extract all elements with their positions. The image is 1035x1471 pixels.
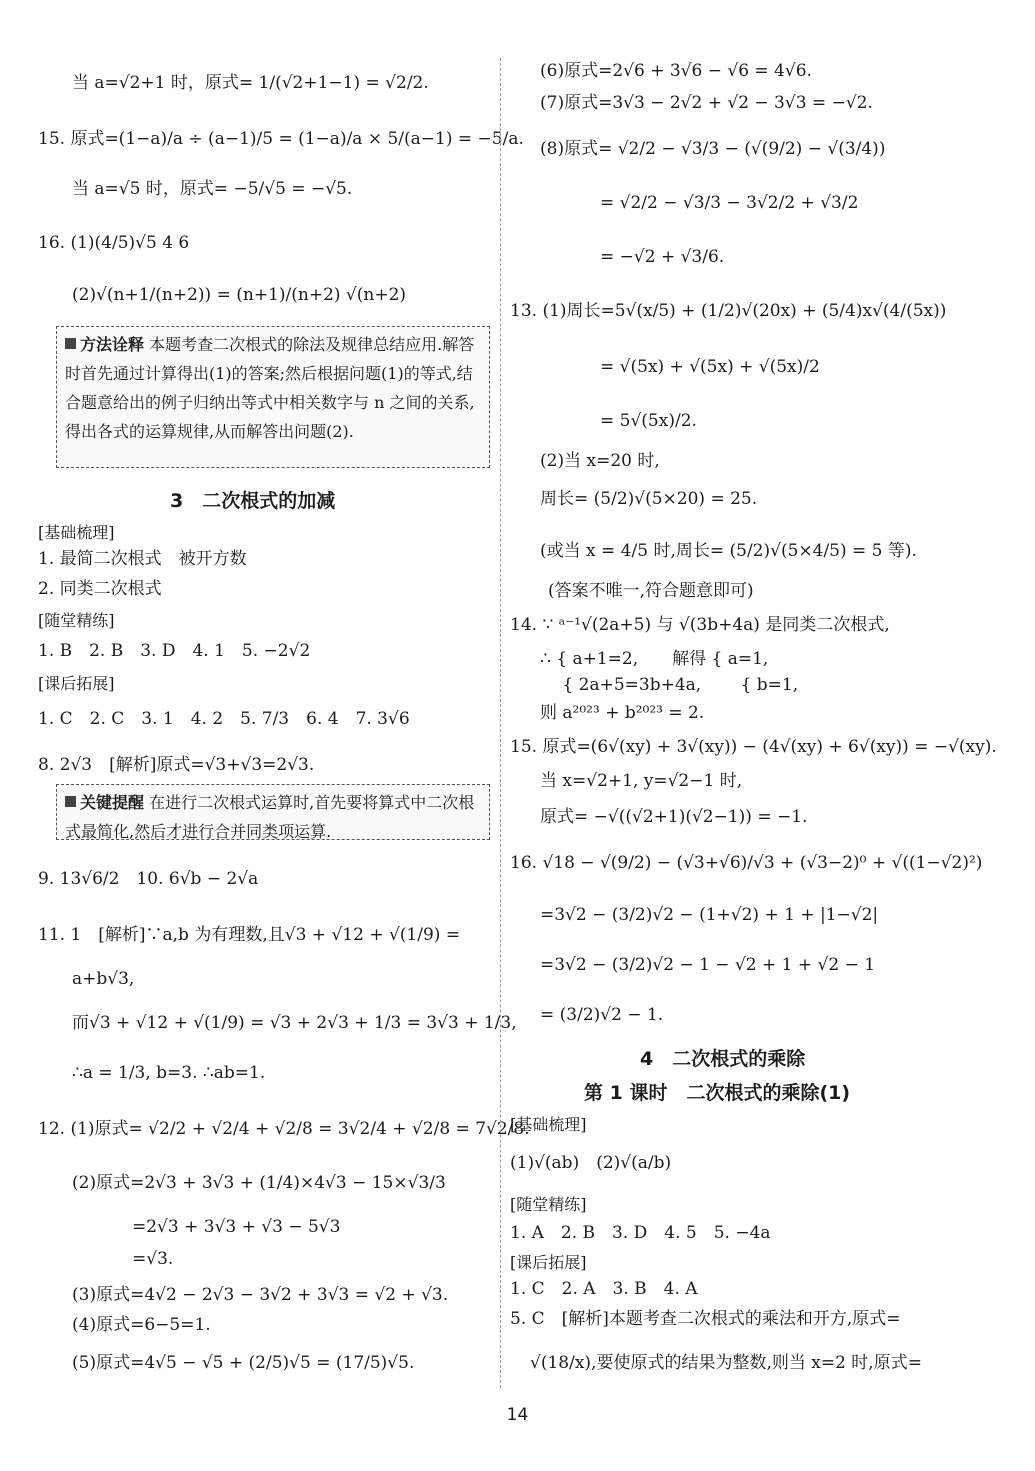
line: (3)原式=4√2 − 2√3 − 3√2 + 3√3 = √2 + √3. [72, 1285, 449, 1305]
section-label: [基础梳理] [38, 523, 115, 542]
line: =3√2 − (3/2)√2 − (1+√2) + 1 + |1−√2| [540, 905, 879, 925]
line: 当 a=√2+1 时，原式= 1/(√2+1−1) = √2/2. [72, 73, 429, 93]
line: =√3. [132, 1249, 174, 1269]
section-label: [随堂精练] [510, 1195, 587, 1214]
line: = 5√(5x)/2. [600, 411, 697, 431]
line: (2)原式=2√3 + 3√3 + (1/4)×4√3 − 15×√3/3 [72, 1173, 446, 1193]
answer-line: (1)√(ab) (2)√(a/b) [510, 1153, 672, 1173]
question-15: 15. 原式=(1−a)/a ÷ (a−1)/5 = (1−a)/a × 5/(a−1) = −5/a. [38, 129, 524, 149]
line: √(18/x),要使原式的结果为整数,则当 x=2 时,原式= [530, 1353, 922, 1373]
line: = √(5x) + √(5x) + √(5x)/2 [600, 357, 820, 377]
question-15: 15. 原式=(6√(xy) + 3√(xy)) − (4√(xy) + 6√(xy)) = −√(xy). [510, 737, 997, 757]
square-icon [65, 796, 76, 807]
line: 则 a²⁰²³ + b²⁰²³ = 2. [540, 703, 705, 723]
answer-line: 1. A 2. B 3. D 4. 5 5. −4a [510, 1223, 771, 1243]
section-title: 4 二次根式的乘除 [640, 1048, 806, 1070]
page-number: 14 [506, 1405, 529, 1425]
line: = (3/2)√2 − 1. [540, 1005, 664, 1025]
line: a+b√3, [72, 969, 135, 989]
question-12: 12. (1)原式= √2/2 + √2/4 + √2/8 = 3√2/4 + √2/8 = 7√2/8. [38, 1119, 530, 1139]
column-divider [500, 58, 501, 1388]
line: (或当 x = 4/5 时,周长= (5/2)√(5×4/5) = 5 等). [540, 541, 917, 561]
question-16: 16. (1)(4/5)√5 4 6 [38, 233, 190, 253]
line: (2)√(n+1/(n+2)) = (n+1)/(n+2) √(n+2) [72, 285, 407, 305]
lesson-title: 第 1 课时 二次根式的乘除(1) [584, 1082, 851, 1104]
line: = √2/2 − √3/3 − 3√2/2 + √3/2 [600, 193, 859, 213]
section-title: 3 二次根式的加减 [170, 490, 336, 512]
line: = −√2 + √3/6. [600, 247, 725, 267]
question-13: 13. (1)周长=5√(x/5) + (1/2)√(20x) + (5/4)x√(4/(5x)) [510, 301, 947, 321]
line: (4)原式=6−5=1. [72, 1315, 211, 1335]
line: 原式= −√((√2+1)(√2−1)) = −1. [540, 807, 808, 827]
question-5: 5. C [解析]本题考查二次根式的乘法和开方,原式= [510, 1309, 901, 1329]
line: 当 a=√5 时，原式= −5/√5 = −√5. [72, 179, 353, 199]
line: 当 x=√2+1, y=√2−1 时, [540, 771, 743, 791]
line: =3√2 − (3/2)√2 − 1 − √2 + 1 + √2 − 1 [540, 955, 876, 975]
section-label: [课后拓展] [510, 1253, 587, 1272]
section-label: [基础梳理] [510, 1115, 587, 1134]
answer-line: 1. C 2. C 3. 1 4. 2 5. 7/3 6. 4 7. 3√6 [38, 709, 410, 729]
line: { 2a+5=3b+4a, { b=1, [540, 675, 799, 695]
line: =2√3 + 3√3 + √3 − 5√3 [132, 1217, 341, 1237]
line: ∴a = 1/3, b=3. ∴ab=1. [72, 1063, 266, 1083]
tip-text: 本题考查二次根式的除法及规律总结应用.解答时首先通过计算得出(1)的答案;然后根据问题(1)的等式,结合题意给出的例子归纳出等式中相关数字与 n 之间的关系,得出各式的运算规律,从而解答出问题(2). [65, 335, 475, 441]
line: (2)当 x=20 时, [540, 451, 660, 471]
method-tip-box [56, 326, 490, 468]
line: 2. 同类二次根式 [38, 579, 162, 599]
note: (答案不唯一,符合题意即可) [548, 581, 754, 601]
question-11: 11. 1 [解析]∵a,b 为有理数,且√3 + √12 + √(1/9) = [38, 925, 461, 945]
line: ∴ { a+1=2, 解得 { a=1, [540, 649, 769, 669]
line: (8)原式= √2/2 − √3/3 − (√(9/2) − √(3/4)) [540, 139, 886, 159]
line: 而√3 + √12 + √(1/9) = √3 + 2√3 + 1/3 = 3√3 + 1/3, [72, 1013, 517, 1033]
question-9-10: 9. 13√6/2 10. 6√b − 2√a [38, 869, 259, 889]
square-icon [65, 338, 76, 349]
tip-tag: 方法诠释 [80, 335, 145, 354]
line: 周长= (5/2)√(5×20) = 25. [540, 489, 758, 509]
key-tip-box [56, 784, 490, 840]
section-label: [随堂精练] [38, 611, 115, 630]
answer-line: 1. B 2. B 3. D 4. 1 5. −2√2 [38, 641, 311, 661]
line: (7)原式=3√3 − 2√2 + √2 − 3√3 = −√2. [540, 93, 873, 113]
tip-text: 在进行二次根式运算时,首先要将算式中二次根式最简化,然后才进行合并同类项运算. [65, 793, 475, 841]
answer-line: 1. C 2. A 3. B 4. A [510, 1279, 698, 1299]
question-8: 8. 2√3 [解析]原式=√3+√3=2√3. [38, 755, 315, 775]
question-14: 14. ∵ ᵃ⁻¹√(2a+5) 与 √(3b+4a) 是同类二次根式, [510, 615, 890, 635]
section-label: [课后拓展] [38, 674, 115, 693]
line: 1. 最简二次根式 被开方数 [38, 549, 247, 569]
line: (6)原式=2√6 + 3√6 − √6 = 4√6. [540, 61, 812, 81]
tip-tag: 关键提醒 [80, 793, 145, 812]
line: (5)原式=4√5 − √5 + (2/5)√5 = (17/5)√5. [72, 1353, 415, 1373]
question-16: 16. √18 − √(9/2) − (√3+√6)/√3 + (√3−2)⁰ + √((1−√2)²) [510, 853, 983, 873]
